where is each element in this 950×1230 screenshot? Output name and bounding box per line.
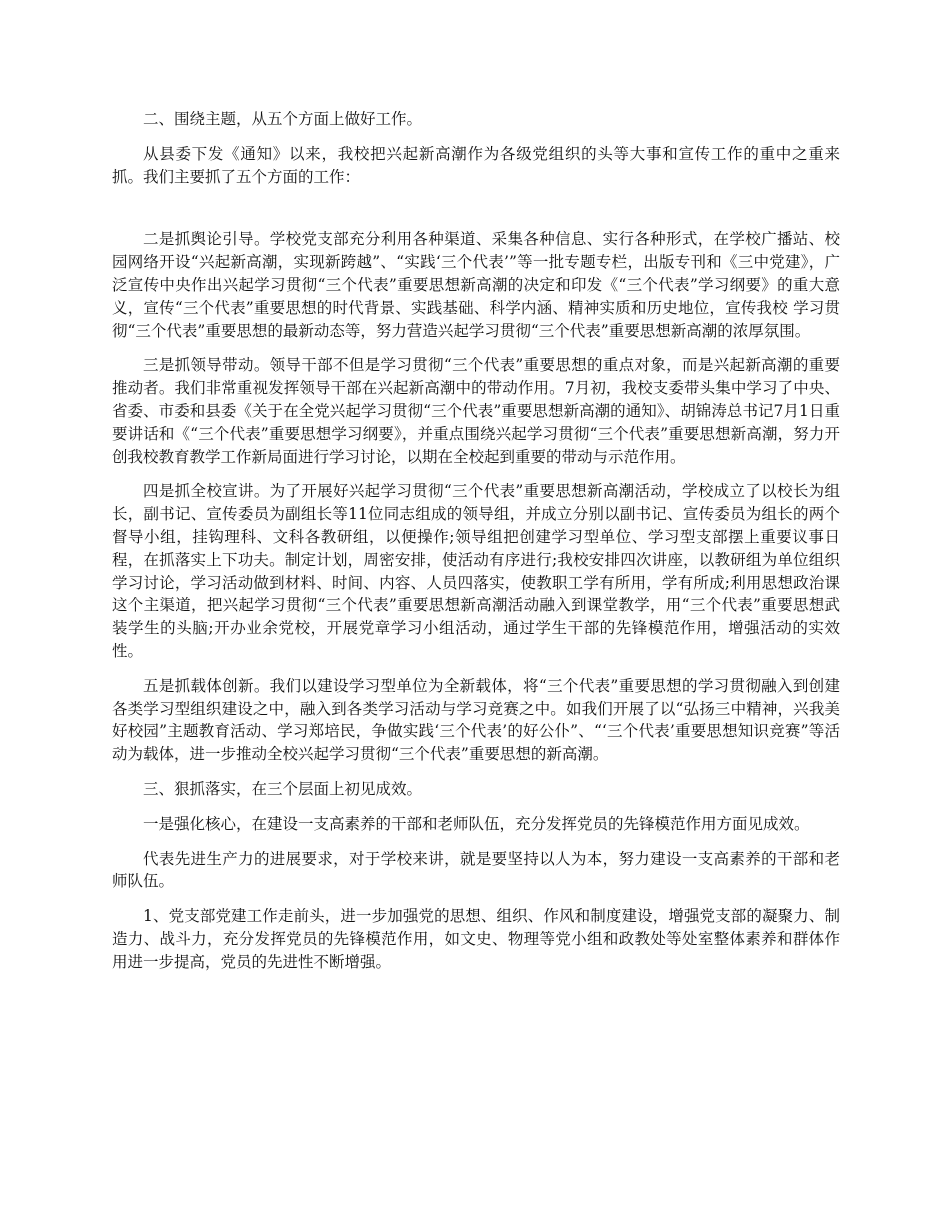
paragraph-leadership: 三是抓领导带动。领导干部不但是学习贯彻“三个代表”重要思想的重点对象，而是兴起新高潮的重要推动者。我们非常重视发挥领导干部在兴起新高潮中的带动作用。7月初，我校支委带头集中学习了中央、省委、市委和县委《关于在全党兴起学习贯彻“三个代表”重要思想新高潮的通知》、胡锦涛总书记7月1日重要讲话和《“三个代表”重要思想学习纲要》，并重点围绕兴起学习贯彻“三个代表”重要思想新高潮，努力开创我校教育教学工作新局面进行学习讨论，以期在全校起到重要的带动与示范作用。 xyxy=(112,356,840,466)
section-heading-three: 三、狠抓落实，在三个层面上初见成效。 xyxy=(143,779,423,798)
section-heading-two: 二、围绕主题，从五个方面上做好工作。 xyxy=(143,110,423,128)
paragraph-school-wide-lectures: 四是抓全校宣讲。为了开展好兴起学习贯彻“三个代表”重要思想新高潮活动，学校成立了以校长为组长，副书记、宣传委员为副组长等11位同志组成的领导组，并成立分别以副书记、宣传委员为组长的两个督导小组，挂钩理科、文科各教研组，以便操作;领导组把创建学习型单位、学习型支部摆上重要议事日程，在抓落实上下功夫。制定计划，周密安排，使活动有序进行;我校安排四次讲座，以教研组为单位组织学习讨论，学习活动做到材料、时间、内容、人员四落实，使教职工学有所用，学有所成;利用思想政治课这个主渠道，把兴起学习贯彻“三个代表”重要思想新高潮活动融入到课堂教学，用“三个代表”重要思想武装学生的头脑;开办业余党校，开展党章学习小组活动，通过学生干部的先锋模范作用，增强活动的实效性。 xyxy=(112,482,840,660)
paragraph-strengthen-core: 一是强化核心，在建设一支高素养的干部和老师队伍，充分发挥党员的先锋模范作用方面见成效。 xyxy=(143,814,810,833)
paragraph-party-branch: 1、党支部党建工作走前头，进一步加强党的思想、组织、作风和制度建设，增强党支部的凝聚力、制造力、战斗力，充分发挥党员的先锋模范作用，如文史、物理等党小组和政教处等处室整体素养和群体作用进一步提高，党员的先进性不断增强。 xyxy=(112,907,840,971)
intro-paragraph: 从县委下发《通知》以来，我校把兴起新高潮作为各级党组织的头等大事和宣传工作的重中之重来抓。我们主要抓了五个方面的工作： xyxy=(112,144,840,186)
document-page xyxy=(112,108,840,986)
paragraph-carrier-innovation: 五是抓载体创新。我们以建设学习型单位为全新载体，将“三个代表”重要思想的学习贯彻融入到创建各类学习型组织建设之中，融入到各类学习活动与学习竞赛之中。如我们开展了以“弘扬三中精神，兴我美好校园”主题教育活动、学习郑培民，争做实践‘三个代表’的好公仆”、“‘三个代表’重要思想知识竞赛”等活动为载体，进一步推动全校兴起学习贯彻“三个代表”重要思想的新高潮。 xyxy=(112,676,840,764)
paragraph-productivity: 代表先进生产力的进展要求，对于学校来讲，就是要坚持以人为本，努力建设一支高素养的干部和老师队伍。 xyxy=(112,849,840,891)
paragraph-public-opinion: 二是抓舆论引导。学校党支部充分利用各种渠道、采集各种信息、实行各种形式，在学校广播站、校园网络开设“兴起新高潮，实现新跨越”、“实践‘三个代表’”等一批专题专栏，出版专刊和《三中党建》，广泛宣传中央作出兴起学习贯彻“三个代表”重要思想新高潮的决定和印发《“三个代表”学习纲要》的重大意义，宣传“三个代表”重要思想的时代背景、实践基础、科学内涵、精神实质和历史地位，宣传我校 学习贯彻“三个代表”重要思想的最新动态等，努力营造兴起学习贯彻“三个代表”重要思想新高潮的浓厚氛围。 xyxy=(112,230,840,340)
